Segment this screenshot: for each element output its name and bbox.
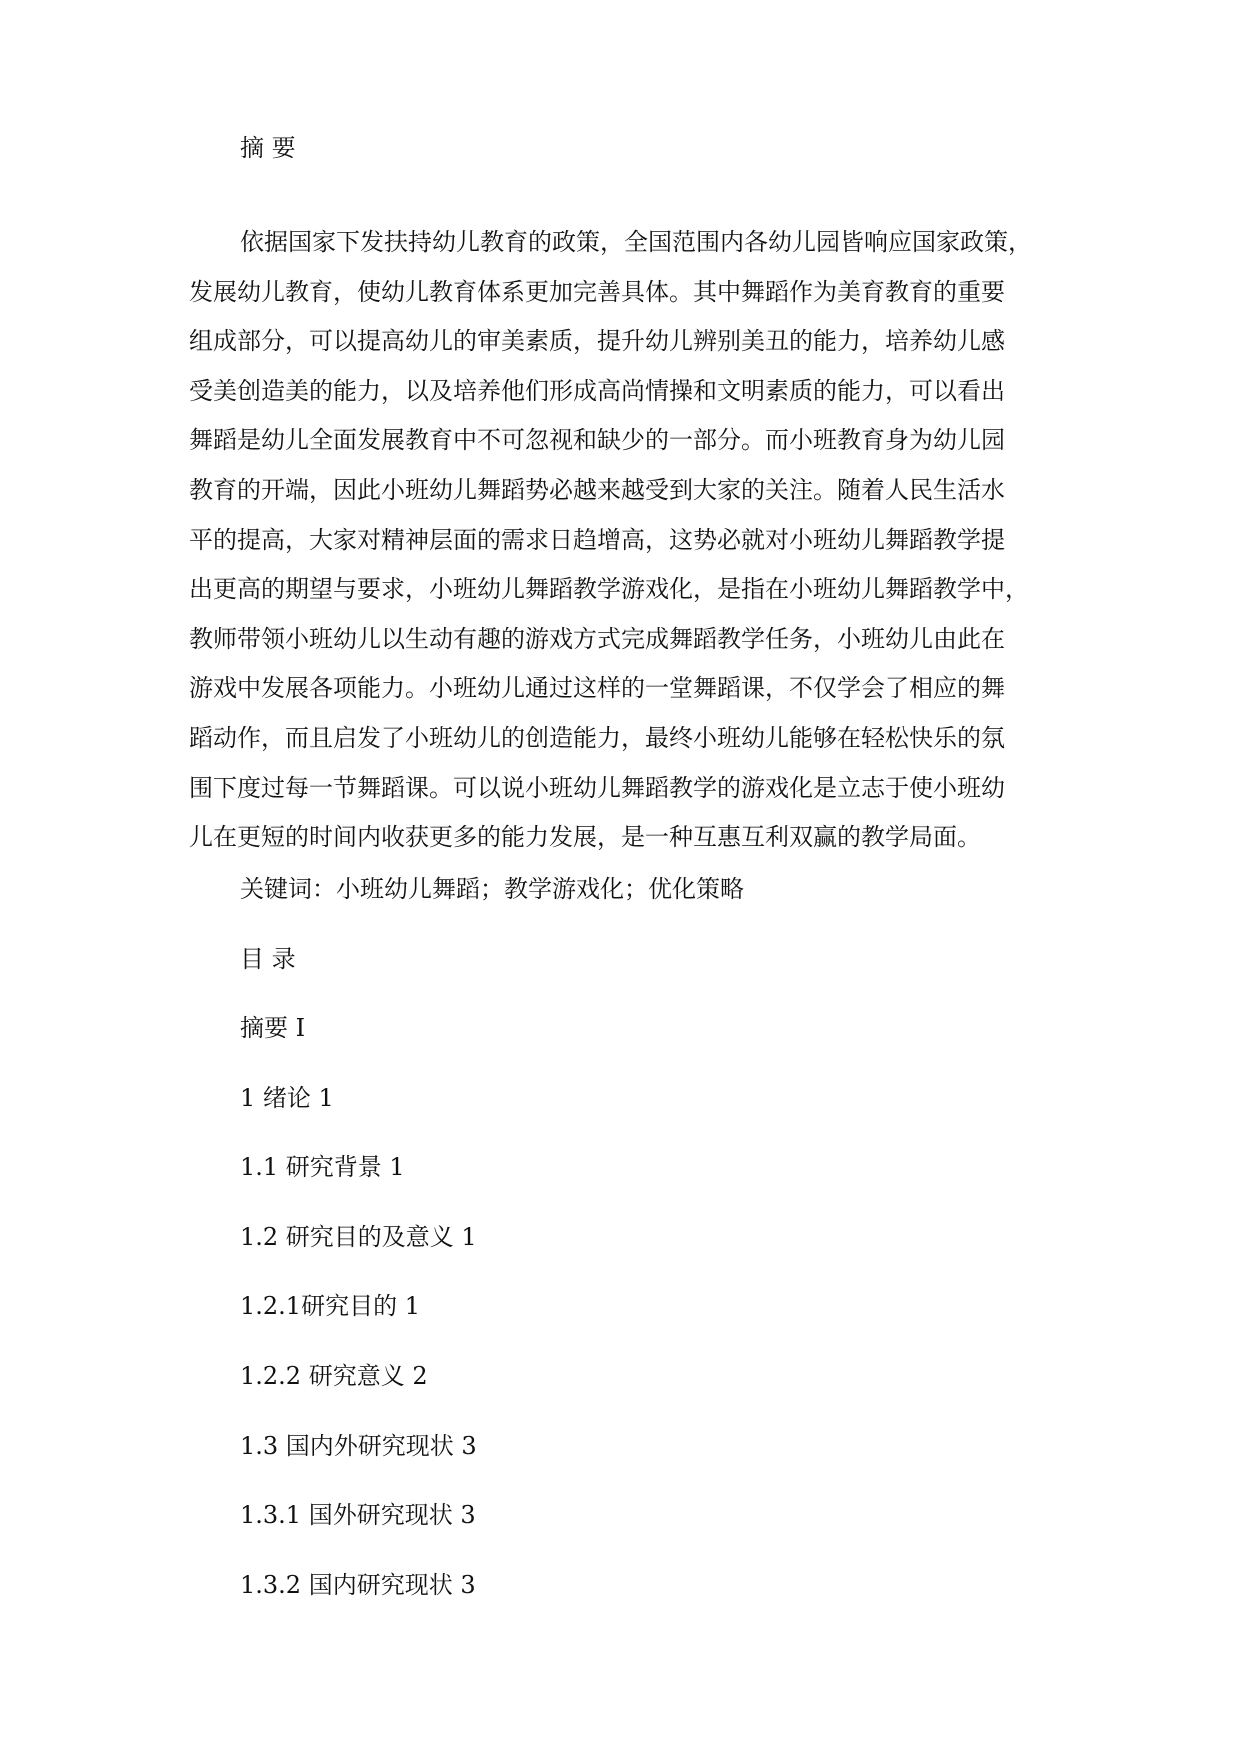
toc-title: 目 录	[240, 945, 296, 973]
table-of-contents	[240, 1013, 477, 1639]
toc-item: 1.3.2 国内研究现状 3	[240, 1570, 476, 1599]
toc-item: 1.3.1 国外研究现状 3	[240, 1501, 476, 1530]
toc-item: 摘要 I	[240, 1014, 306, 1042]
abstract-body	[189, 218, 1079, 863]
abstract-line: 舞蹈是幼儿全面发展教育中不可忽视和缺少的一部分。而小班教育身为幼儿园	[189, 426, 1005, 455]
abstract-line: 发展幼儿教育，使幼儿教育体系更加完善具体。其中舞蹈作为美育教育的重要	[189, 277, 1005, 306]
toc-item: 1 绪论 1	[240, 1083, 334, 1112]
abstract-line: 受美创造美的能力，以及培养他们形成高尚情操和文明素质的能力，可以看出	[189, 376, 1005, 405]
abstract-line: 出更高的期望与要求，小班幼儿舞蹈教学游戏化，是指在小班幼儿舞蹈教学中，	[189, 575, 1029, 604]
abstract-line: 教育的开端，因此小班幼儿舞蹈势必越来越受到大家的关注。随着人民生活水	[189, 475, 1005, 504]
toc-item: 1.3 国内外研究现状 3	[240, 1431, 477, 1460]
abstract-line: 游戏中发展各项能力。小班幼儿通过这样的一堂舞蹈课，不仅学会了相应的舞	[189, 674, 1005, 703]
toc-item: 1.1 研究背景 1	[240, 1153, 405, 1182]
abstract-line: 组成部分，可以提高幼儿的审美素质，提升幼儿辨别美丑的能力，培养幼儿感	[189, 327, 1005, 356]
abstract-line: 围下度过每一节舞蹈课。可以说小班幼儿舞蹈教学的游戏化是立志于使小班幼	[189, 773, 1005, 802]
abstract-line: 蹈动作，而且启发了小班幼儿的创造能力，最终小班幼儿能够在轻松快乐的氛	[189, 723, 1005, 752]
keywords: 关键词：小班幼儿舞蹈；教学游戏化；优化策略	[240, 875, 744, 903]
toc-item: 1.2 研究目的及意义 1	[240, 1222, 477, 1251]
abstract-line: 教师带领小班幼儿以生动有趣的游戏方式完成舞蹈教学任务，小班幼儿由此在	[189, 624, 1005, 653]
abstract-line: 儿在更短的时间内收获更多的能力发展，是一种互惠互利双赢的教学局面。	[189, 823, 981, 852]
toc-item: 1.2.2 研究意义 2	[240, 1361, 428, 1390]
toc-item: 1.2.1研究目的 1	[240, 1292, 420, 1321]
abstract-line: 依据国家下发扶持幼儿教育的政策，全国范围内各幼儿园皆响应国家政策，	[240, 228, 1032, 256]
abstract-title: 摘 要	[240, 134, 296, 162]
abstract-line: 平的提高，大家对精神层面的需求日趋增高，这势必就对小班幼儿舞蹈教学提	[189, 525, 1005, 554]
